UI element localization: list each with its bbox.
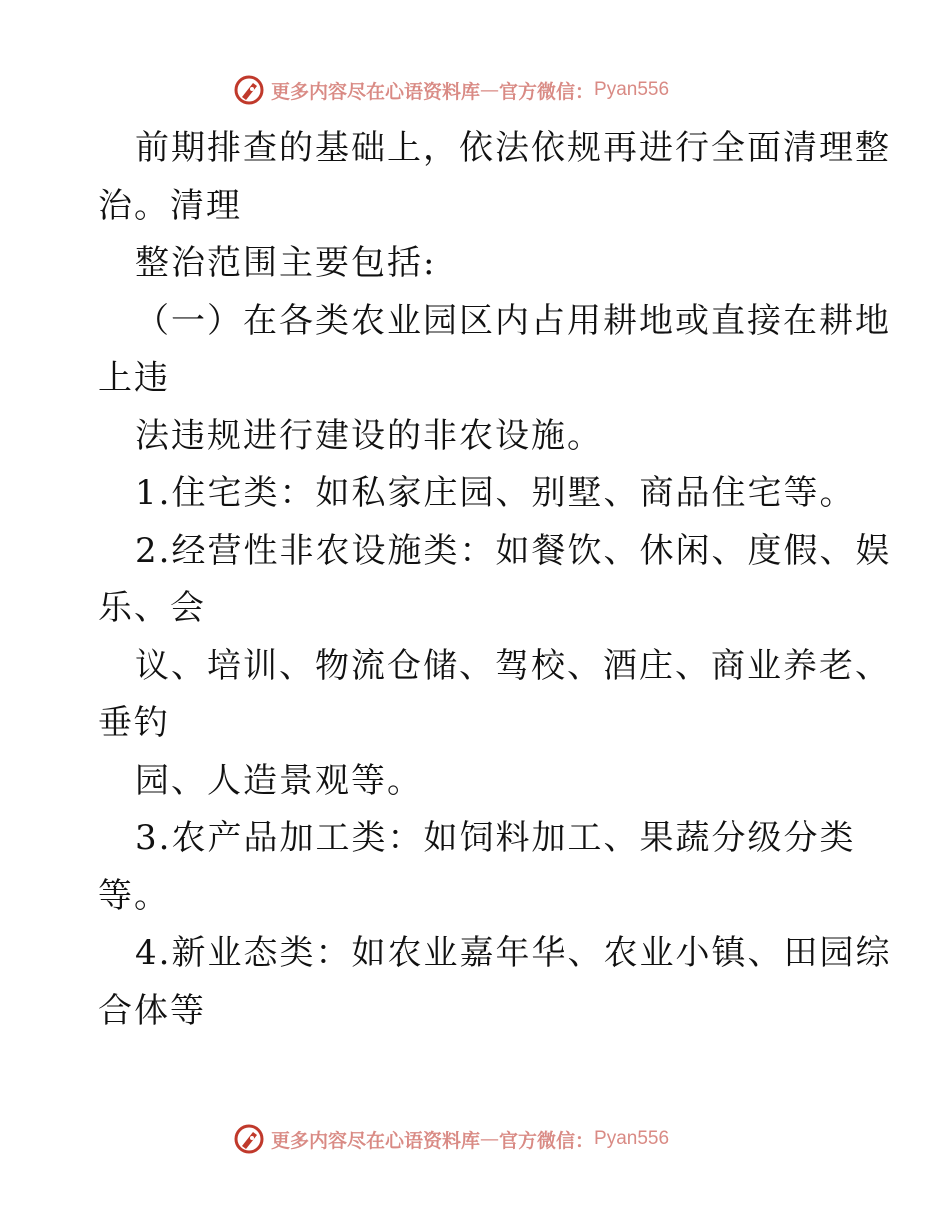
body-line: 上违 [98,358,170,398]
body-line: 2.经营性非农设施类：如餐饮、休闲、度假、娱 [135,530,892,571]
pen-logo-icon [233,1123,265,1155]
footer-watermark-text: 更多内容尽在心语资料库 [271,1129,481,1152]
pen-logo-icon [233,74,265,106]
header-watermark-label: 官方微信： [499,80,595,103]
body-line: 前期排查的基础上，依法依规再进行全面清理整 [135,128,891,168]
header-watermark [233,73,669,107]
body-line: 等。 [98,875,170,916]
body-line: 法违规进行建设的非农设施。 [135,415,603,456]
body-line: 园、人造景观等。 [135,760,423,801]
header-watermark-separator: — [480,79,500,101]
document-body [98,120,892,1040]
footer-watermark-id: Pyan556 [594,1128,670,1149]
body-line: 整治范围主要包括: [135,243,437,283]
header-watermark-id: Pyan556 [594,79,670,100]
body-line: 合体等 [98,990,206,1031]
body-line: 3.农产品加工类：如饲料加工、果蔬分级分类 [135,818,856,858]
body-line: 乐、会 [98,588,206,628]
body-line: 垂钓 [98,703,170,743]
footer-watermark-label: 官方微信： [499,1129,595,1152]
body-line: 治。清理 [98,185,242,226]
body-line: 4.新业态类：如农业嘉年华、农业小镇、田园综 [135,933,892,973]
header-watermark-text: 更多内容尽在心语资料库 [271,80,481,103]
footer-watermark [233,1122,669,1156]
footer-watermark-separator: — [480,1128,500,1150]
body-line: （一）在各类农业园区内占用耕地或直接在耕地 [135,300,891,341]
body-line: 议、培训、物流仓储、驾校、酒庄、商业养老、 [135,645,891,686]
body-line: 1.住宅类：如私家庄园、别墅、商品住宅等。 [135,473,856,513]
